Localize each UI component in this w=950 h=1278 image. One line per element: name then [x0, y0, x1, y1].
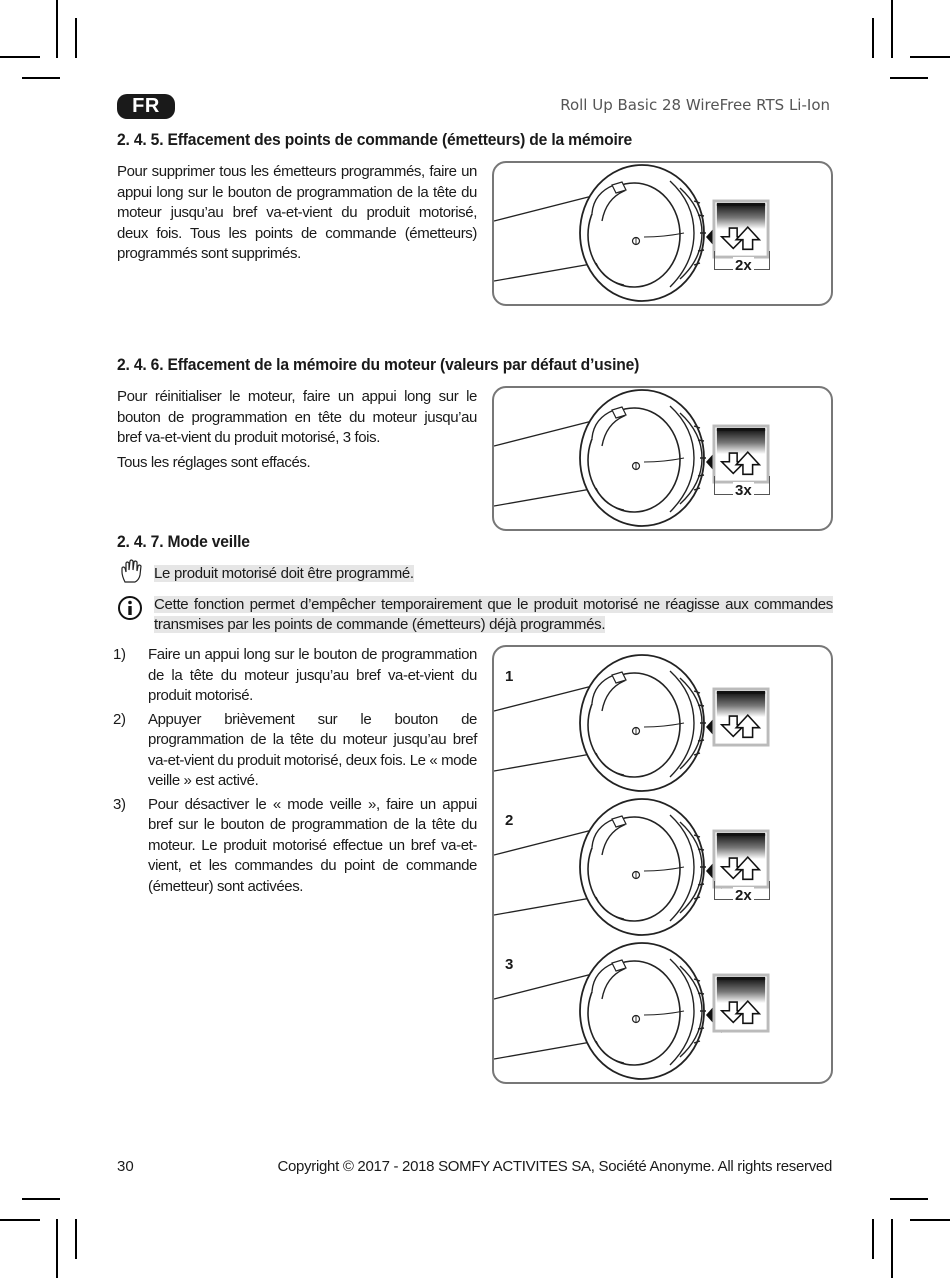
- crop-mark: [75, 18, 77, 58]
- section-title-2-4-6: 2. 4. 6. Effacement de la mémoire du moteur (valeurs par défaut d’usine): [117, 355, 640, 374]
- crop-mark: [872, 18, 874, 58]
- figure-reset-motor-memory: [492, 386, 833, 531]
- crop-mark: [890, 1198, 928, 1200]
- motor-head-illustration: [494, 941, 724, 1081]
- step-number: 3): [113, 795, 126, 813]
- figure-step-label: 2: [505, 812, 514, 829]
- crop-mark: [0, 56, 40, 58]
- crop-mark: [56, 1219, 58, 1278]
- crop-mark: [890, 77, 928, 79]
- list-item: [113, 710, 477, 792]
- page-number: 30: [117, 1158, 134, 1175]
- step-text: Pour désactiver le « mode veille », faire un appui bref sur le bouton de programmation de la tête du moteur. Le produit motorisé effectue un bref va-et-vient, et les commandes du point de commande (émetteur) sont activées.: [148, 795, 477, 895]
- figure-erase-transmitters: [492, 161, 833, 306]
- note-text: Le produit motorisé doit être programmé.: [154, 565, 414, 582]
- note-text: Cette fonction permet d’empêcher temporairement que le produit motorisé ne réagisse aux commandes transmises par les points de commande (émetteurs) déjà programmés.: [154, 596, 833, 633]
- crop-mark: [22, 77, 60, 79]
- crop-mark: [75, 1219, 77, 1259]
- crop-mark: [891, 0, 893, 58]
- note-prerequisite: [117, 564, 833, 584]
- motor-head-illustration: [494, 163, 724, 303]
- motor-head-illustration: [494, 653, 724, 793]
- crop-mark: [22, 1198, 60, 1200]
- language-badge: FR: [117, 94, 175, 119]
- steps-list: [113, 645, 477, 900]
- motor-head-illustration: [494, 388, 724, 528]
- crop-mark: [56, 0, 58, 58]
- note-info: [117, 595, 833, 635]
- section-title-2-4-7: 2. 4. 7. Mode veille: [117, 532, 250, 551]
- hand-icon: [119, 558, 145, 584]
- crop-mark: [910, 56, 950, 58]
- step-number: 2): [113, 710, 126, 728]
- list-item: [113, 645, 477, 707]
- step-text: Appuyer brièvement sur le bouton de programmation de la tête du moteur jusqu’au bref va-et-vient du produit motorisé, deux fois. Le « mode veille » est activé.: [148, 710, 477, 789]
- figure-step-label: 1: [505, 668, 514, 685]
- figure-standby-mode: [492, 645, 833, 1084]
- paragraph: Pour supprimer tous les émetteurs programmés, faire un appui long sur le bouton de programmation de la tête du moteur jusqu’au bref va-et-vient du produit motorisé, deux fois. Tous les points de commande (émetteurs) programmés sont supprimés.: [117, 163, 477, 262]
- info-icon: [117, 595, 143, 621]
- press-count: 2x: [735, 257, 752, 274]
- crop-mark: [910, 1219, 950, 1221]
- press-count: 3x: [735, 482, 752, 499]
- crop-mark: [872, 1219, 874, 1259]
- section-title-2-4-5: 2. 4. 5. Effacement des points de commande (émetteurs) de la mémoire: [117, 130, 633, 149]
- blind-arrows-icon: [712, 973, 770, 1035]
- product-name: Roll Up Basic 28 WireFree RTS Li-Ion: [560, 96, 830, 114]
- blind-arrows-icon: [712, 687, 770, 749]
- crop-mark: [891, 1219, 893, 1278]
- motor-head-illustration: [494, 797, 724, 937]
- section-2-4-6-text: [117, 387, 477, 477]
- press-count: 2x: [735, 887, 752, 904]
- step-text: Faire un appui long sur le bouton de programmation de la tête du moteur jusqu’au bref va-et-vient du produit motorisé.: [148, 646, 477, 704]
- list-item: [113, 795, 477, 898]
- crop-mark: [0, 1219, 40, 1221]
- copyright: Copyright © 2017 - 2018 SOMFY ACTIVITES SA, Société Anonyme. All rights reserved: [277, 1158, 832, 1175]
- section-2-4-5-text: [117, 162, 477, 269]
- figure-step-label: 3: [505, 956, 514, 973]
- paragraph: Tous les réglages sont effacés.: [117, 453, 311, 471]
- step-number: 1): [113, 646, 126, 663]
- paragraph: Pour réinitialiser le moteur, faire un appui long sur le bouton de programmation en tête du moteur jusqu’au bref va-et-vient du produit motorisé, 3 fois.: [117, 388, 477, 446]
